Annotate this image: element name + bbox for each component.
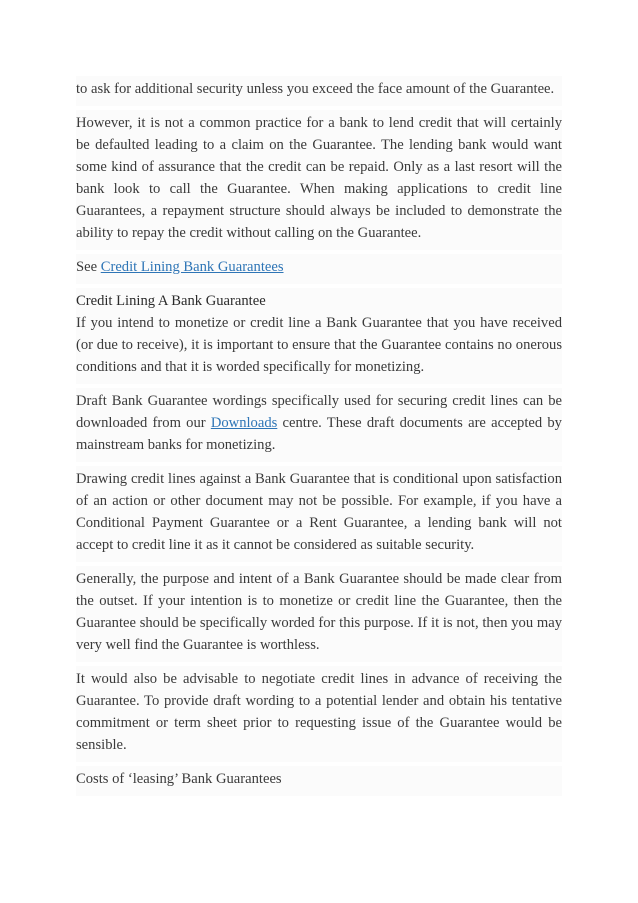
section-credit-lining [76,288,562,384]
paragraph-draft-wordings [76,388,562,462]
paragraph-conditional: Drawing credit lines against a Bank Guarantee that is conditional upon satisfaction of an action or other document may not be possible. For example, if you have a Conditional Payment Guarantee or a Rent Guarantee, a lending bank will not accept to credit line it as it cannot be considered as suitable security. [76,466,562,562]
paragraph-common-practice: However, it is not a common practice for a bank to lend credit that will certainly be defaulted leading to a claim on the Guarantee. The lending bank would want some kind of assurance that the credit can be repaid. Only as a last resort will the bank look to call the Guarantee. When making applications to credit line Guarantees, a repayment structure should always be included to demonstrate the ability to repay the credit without calling on the Guarantee. [76,110,562,250]
paragraph-see-also [76,254,562,284]
document-page [76,76,562,796]
downloads-link[interactable]: Downloads [210,415,278,431]
draft-wordings-text-after: centre. These draft documents are accepted by mainstream banks for monetizing. [76,415,562,453]
credit-lining-link[interactable]: Credit Lining Bank Guarantees [100,259,284,275]
draft-wordings-text-before: Draft Bank Guarantee wordings specifically used for securing credit lines can be downloaded from our [76,393,562,431]
section-heading-costs: Costs of ‘leasing’ Bank Guarantees [76,766,562,796]
paragraph-security: to ask for additional security unless you exceed the face amount of the Guarantee. [76,76,562,106]
section-heading-credit-lining: Credit Lining A Bank Guarantee [76,293,266,309]
see-also-prefix: See [76,259,101,275]
paragraph-purpose: Generally, the purpose and intent of a Bank Guarantee should be made clear from the outset. If your intention is to monetize or credit line the Guarantee, then the Guarantee should be specifically worded for this purpose. If it is not, then you may very well find the Guarantee is worthless. [76,566,562,662]
paragraph-monetize: If you intend to monetize or credit line a Bank Guarantee that you have received (or due to receive), it is important to ensure that the Guarantee contains no onerous conditions and that it is worded specifically for monetizing. [76,315,562,375]
paragraph-advisable: It would also be advisable to negotiate credit lines in advance of receiving the Guarantee. To provide draft wording to a potential lender and obtain his tentative commitment or term sheet prior to requesting issue of the Guarantee would be sensible. [76,666,562,762]
